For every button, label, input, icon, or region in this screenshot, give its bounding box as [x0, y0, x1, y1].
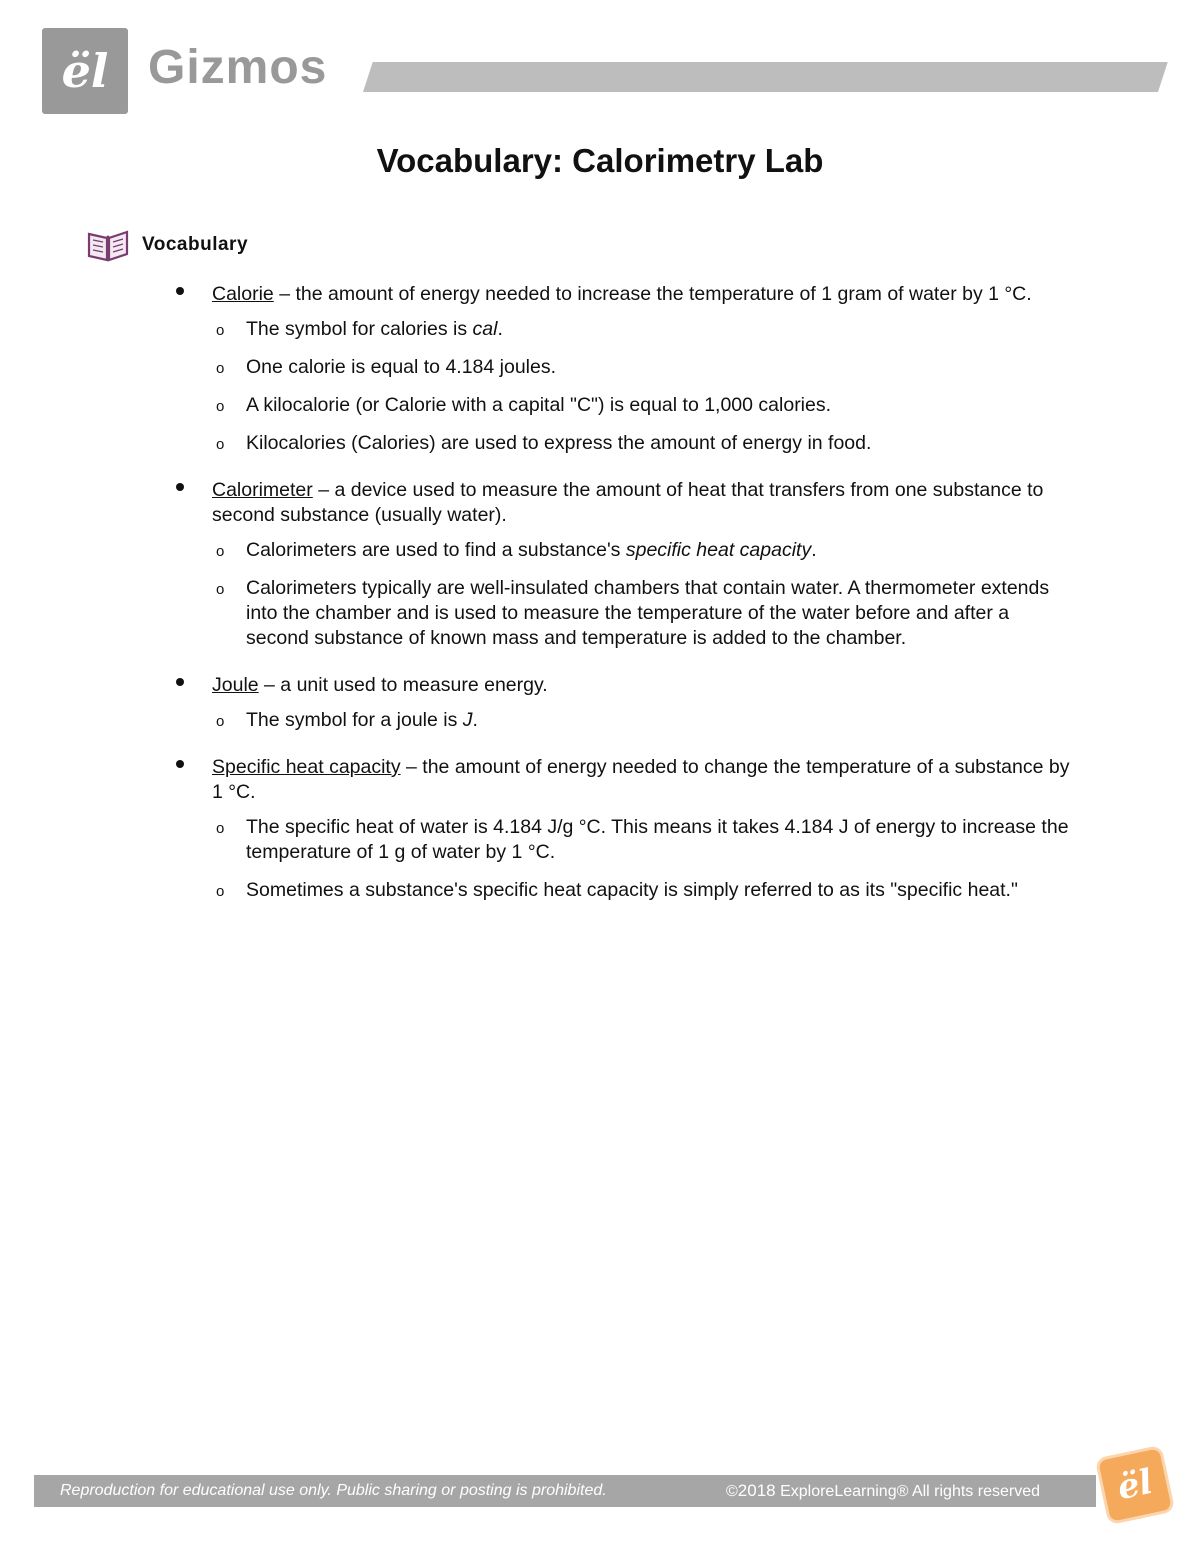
sub-bullet-marker: o	[216, 543, 225, 560]
explorelearning-logo	[42, 28, 128, 114]
term-note	[176, 815, 1076, 865]
term-name: Calorimeter	[212, 479, 313, 501]
term-definition-line	[212, 282, 1076, 307]
term-name: Joule	[212, 674, 259, 696]
note-italic-text: specific heat capacity	[625, 539, 812, 561]
term-definition: – a unit used to measure energy.	[258, 674, 548, 696]
sub-bullet-marker: o	[216, 713, 225, 730]
term-note	[176, 878, 1076, 903]
footer-copyright	[726, 1481, 1040, 1501]
note-text: Kilocalories (Calories) are used to express the amount of energy in food.	[246, 432, 872, 454]
note-text: Sometimes a substance's specific heat capacity is simply referred to as its "specific heat."	[246, 879, 1018, 901]
vocab-term	[176, 755, 1076, 903]
term-note	[176, 431, 1076, 456]
term-notes	[212, 815, 1076, 903]
note-text: A kilocalorie (or Calorie with a capital "C") is equal to 1,000 calories.	[246, 394, 832, 416]
note-text: One calorie is equal to 4.184 joules.	[246, 356, 557, 378]
term-notes	[212, 708, 1076, 733]
term-notes	[212, 538, 1076, 651]
term-definition-line	[212, 673, 1076, 698]
term-note	[176, 576, 1076, 651]
copyright-company: ExploreLearning® All rights reserved	[775, 1483, 1040, 1500]
sub-bullet-marker: o	[216, 322, 225, 339]
sub-bullet-marker: o	[216, 581, 225, 598]
note-italic-text: cal	[472, 318, 498, 340]
page-title: Vocabulary: Calorimetry Lab	[376, 142, 824, 179]
note-text-end: .	[472, 709, 478, 731]
logo-text: ël	[61, 44, 109, 98]
term-definition-line	[212, 755, 1076, 805]
header-decorative-bar	[363, 62, 1168, 92]
term-note	[176, 708, 1076, 733]
footer-logo	[1098, 1448, 1172, 1522]
vocab-term	[176, 478, 1076, 651]
term-notes	[212, 317, 1076, 456]
bullet-marker	[176, 678, 184, 686]
vocabulary-section-heading	[86, 228, 248, 262]
sub-bullet-marker: o	[216, 398, 225, 415]
sub-bullet-marker: o	[216, 883, 225, 900]
footer-notice: Reproduction for educational use only. Public sharing or posting is prohibited.	[60, 1482, 607, 1499]
vocabulary-list	[176, 282, 1076, 925]
book-icon	[86, 228, 130, 262]
copyright-year: 2018	[737, 1481, 776, 1500]
footer-bar	[34, 1475, 1096, 1507]
section-label: Vocabulary	[142, 234, 249, 255]
bullet-marker	[176, 483, 184, 491]
term-note	[176, 393, 1076, 418]
term-note	[176, 355, 1076, 380]
term-definition: – the amount of energy needed to increase the temperature of 1 gram of water by 1 °C.	[273, 283, 1032, 305]
brand-name: Gizmos	[148, 41, 328, 94]
term-definition-line	[212, 478, 1076, 528]
term-name: Calorie	[212, 283, 274, 305]
copyright-symbol: ©	[726, 1483, 738, 1500]
term-note	[176, 317, 1076, 342]
note-text: Calorimeters typically are well-insulated chambers that contain water. A thermometer extends into the chamber and is used to measure the temperature of the water before and after a second substance of known mass and temperature is added to the chamber.	[246, 577, 1050, 649]
sub-bullet-marker: o	[216, 360, 225, 377]
term-note	[176, 538, 1076, 563]
term-definition: – a device used to measure the amount of heat that transfers from one substance to second substance (usually water).	[212, 479, 1044, 526]
sub-bullet-marker: o	[216, 436, 225, 453]
vocab-term	[176, 673, 1076, 733]
note-text: The symbol for a joule is	[246, 709, 463, 731]
note-text-end: .	[811, 539, 817, 561]
note-text-end: .	[497, 318, 503, 340]
sub-bullet-marker: o	[216, 820, 225, 837]
note-text: The symbol for calories is	[246, 318, 473, 340]
footer-logo-text: ël	[1113, 1461, 1157, 1509]
note-text: The specific heat of water is 4.184 J/g °C. This means it takes 4.184 J of energy to increase the temperature of 1 g of water by 1 °C.	[246, 816, 1069, 863]
vocab-term	[176, 282, 1076, 456]
bullet-marker	[176, 760, 184, 768]
bullet-marker	[176, 287, 184, 295]
note-italic-text: J	[462, 709, 473, 731]
note-text: Calorimeters are used to find a substance's	[246, 539, 626, 561]
term-name: Specific heat capacity	[212, 756, 401, 778]
term-definition: – the amount of energy needed to change the temperature of a substance by 1 °C.	[212, 756, 1070, 803]
